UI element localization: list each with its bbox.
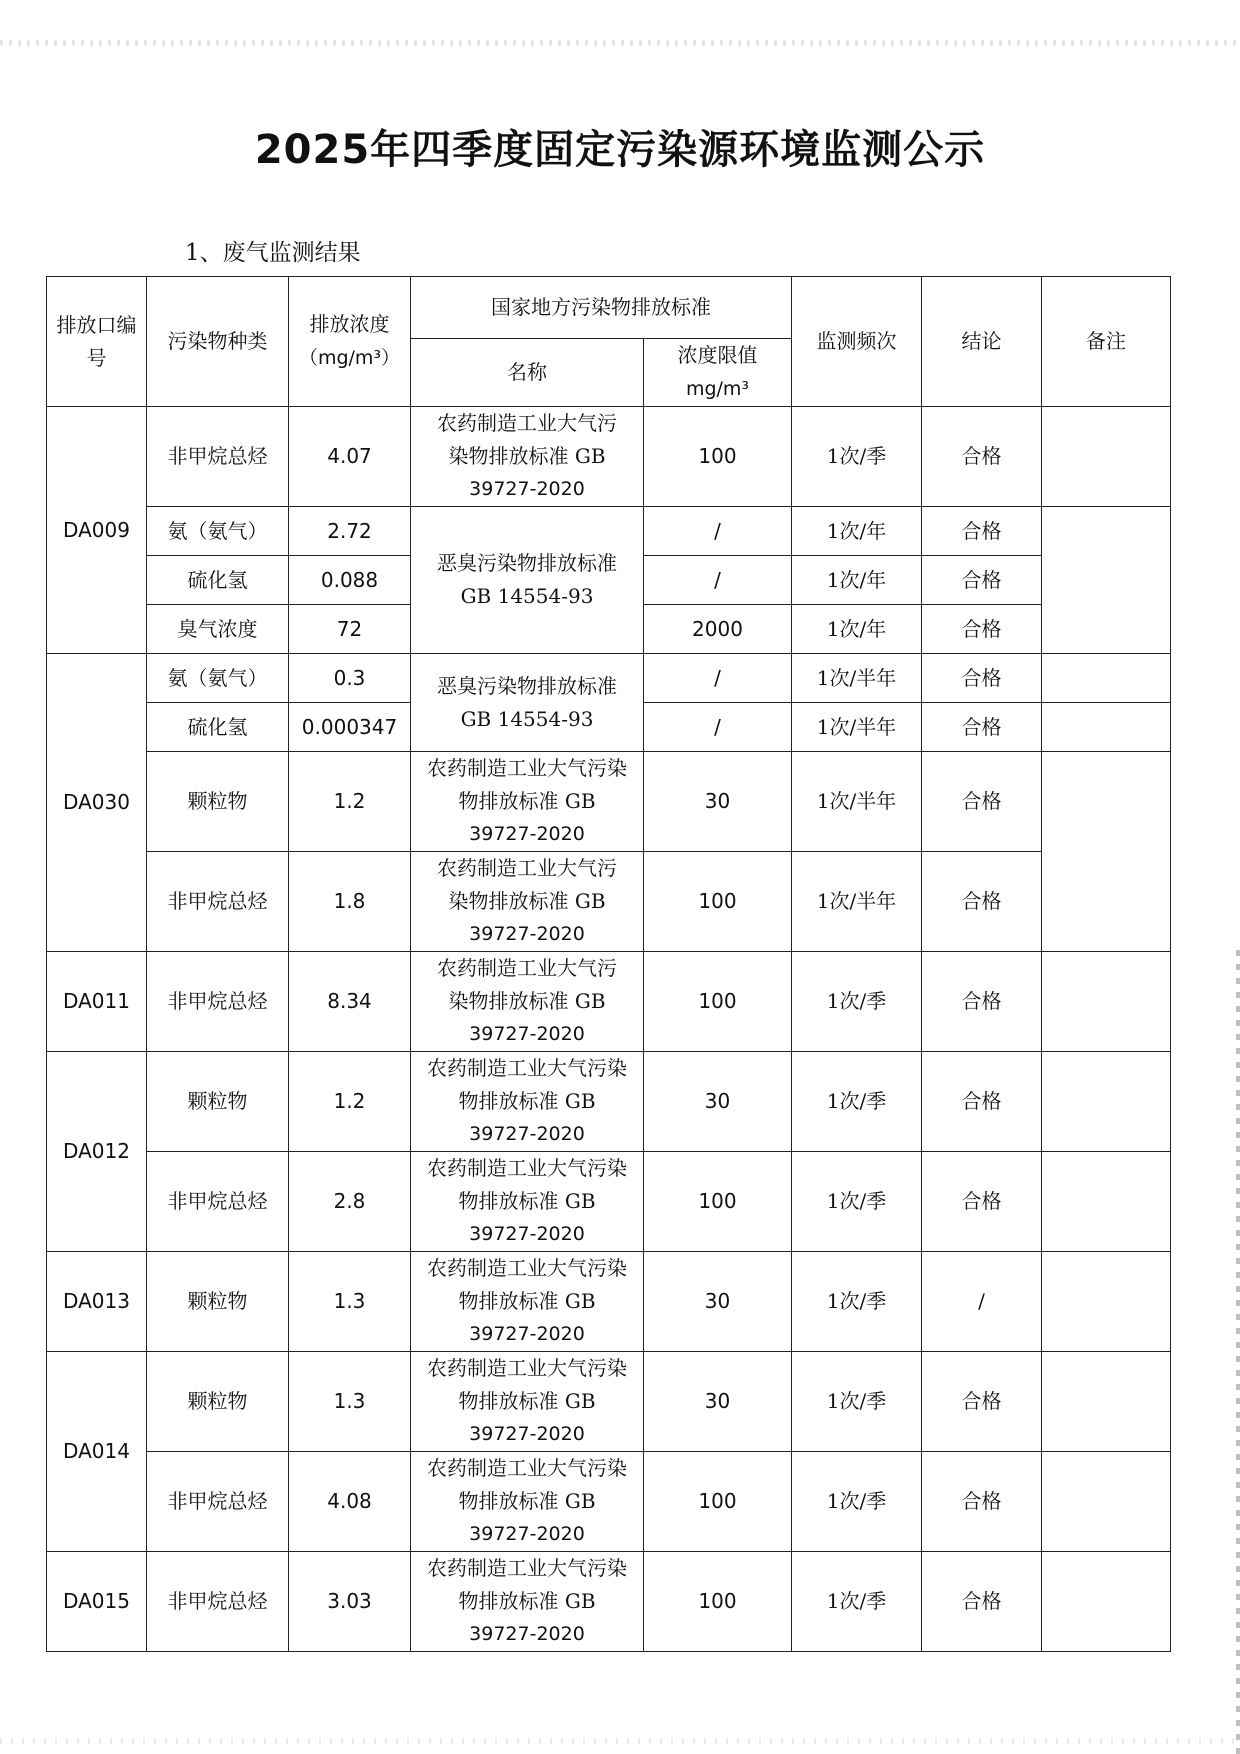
standard-line: 染物排放标准 GB: [448, 989, 606, 1013]
standard-name-cell: [411, 654, 644, 752]
pollutant-cell: 颗粒物: [147, 1052, 289, 1152]
standard-line: 39727-2020: [469, 1323, 585, 1345]
conclusion-cell: 合格: [922, 952, 1042, 1052]
frequency-cell: 1次/半年: [792, 703, 922, 752]
outlet-id: DA015: [47, 1552, 147, 1652]
header-limit-unit: mg/m³: [685, 378, 750, 400]
pollutant-cell: 非甲烷总烃: [147, 1152, 289, 1252]
header-concentration-unit: （mg/m³）: [298, 347, 401, 369]
standard-line: 恶臭污染物排放标准: [437, 551, 617, 575]
standard-line: 39727-2020: [469, 1623, 585, 1645]
standard-line: 染物排放标准 GB: [448, 889, 606, 913]
standard-name-cell: [411, 752, 644, 852]
concentration-cell: 4.08: [289, 1452, 411, 1552]
remark-cell: [1042, 1352, 1171, 1452]
remark-cell: [1042, 407, 1171, 507]
pollutant-cell: 非甲烷总烃: [147, 852, 289, 952]
standard-name-cell: [411, 952, 644, 1052]
frequency-cell: 1次/半年: [792, 654, 922, 703]
conclusion-cell: 合格: [922, 654, 1042, 703]
standard-line: GB 14554-93: [460, 706, 594, 731]
header-standard-name: 名称: [411, 339, 644, 407]
conclusion-cell: 合格: [922, 1352, 1042, 1452]
concentration-cell: 1.3: [289, 1252, 411, 1352]
header-limit: [644, 339, 792, 407]
conclusion-cell: 合格: [922, 605, 1042, 654]
standard-name-cell: [411, 1152, 644, 1252]
table-row: [47, 752, 1171, 852]
remark-cell: [1042, 1052, 1171, 1152]
frequency-cell: 1次/季: [792, 407, 922, 507]
frequency-cell: 1次/季: [792, 1252, 922, 1352]
limit-cell: 100: [644, 952, 792, 1052]
standard-line: 物排放标准 GB: [458, 1489, 596, 1513]
conclusion-cell: /: [922, 1252, 1042, 1352]
standard-name-cell: [411, 1552, 644, 1652]
limit-cell: /: [644, 703, 792, 752]
standard-line: 农药制造工业大气污: [437, 956, 617, 980]
standard-line: 物排放标准 GB: [458, 1389, 596, 1413]
table-row: [47, 507, 1171, 556]
pollutant-cell: 氨（氨气）: [147, 654, 289, 703]
outlet-id: DA009: [47, 407, 147, 654]
section-heading: 1、废气监测结果: [185, 240, 361, 266]
remark-cell: [1042, 1452, 1171, 1552]
outlet-id: DA011: [47, 952, 147, 1052]
conclusion-cell: 合格: [922, 852, 1042, 952]
pollutant-cell: 硫化氢: [147, 556, 289, 605]
outlet-id: DA030: [47, 654, 147, 952]
standard-line: 农药制造工业大气污染: [427, 756, 627, 780]
header-remark: 备注: [1042, 277, 1171, 407]
frequency-cell: 1次/季: [792, 1152, 922, 1252]
table-row: [47, 1352, 1171, 1452]
limit-cell: /: [644, 556, 792, 605]
remark-cell: [1042, 1152, 1171, 1252]
frequency-cell: 1次/年: [792, 605, 922, 654]
standard-line: 39727-2020: [469, 923, 585, 945]
concentration-cell: 0.088: [289, 556, 411, 605]
standard-line: 39727-2020: [469, 823, 585, 845]
emission-monitoring-table: [46, 276, 1171, 1652]
concentration-cell: 8.34: [289, 952, 411, 1052]
concentration-cell: 0.3: [289, 654, 411, 703]
header-frequency: 监测频次: [792, 277, 922, 407]
standard-line: 39727-2020: [469, 1423, 585, 1445]
standard-line: 农药制造工业大气污: [437, 411, 617, 435]
standard-line: 39727-2020: [469, 1523, 585, 1545]
conclusion-cell: 合格: [922, 556, 1042, 605]
header-limit-label: 浓度限值: [677, 343, 758, 367]
conclusion-cell: 合格: [922, 752, 1042, 852]
concentration-cell: 4.07: [289, 407, 411, 507]
standard-line: 农药制造工业大气污染: [427, 1456, 627, 1480]
outlet-id: DA014: [47, 1352, 147, 1552]
pollutant-cell: 颗粒物: [147, 1252, 289, 1352]
limit-cell: 30: [644, 752, 792, 852]
concentration-cell: 1.3: [289, 1352, 411, 1452]
standard-line: 39727-2020: [469, 1023, 585, 1045]
limit-cell: 100: [644, 1152, 792, 1252]
outlet-id: DA013: [47, 1252, 147, 1352]
frequency-cell: 1次/年: [792, 556, 922, 605]
standard-line: 农药制造工业大气污染: [427, 1056, 627, 1080]
remark-cell: [1042, 1252, 1171, 1352]
remark-cell: [1042, 654, 1171, 703]
concentration-cell: 0.000347: [289, 703, 411, 752]
pollutant-cell: 非甲烷总烃: [147, 952, 289, 1052]
concentration-cell: 3.03: [289, 1552, 411, 1652]
pollutant-cell: 硫化氢: [147, 703, 289, 752]
standard-line: 农药制造工业大气污染: [427, 1256, 627, 1280]
conclusion-cell: 合格: [922, 1152, 1042, 1252]
limit-cell: 2000: [644, 605, 792, 654]
limit-cell: 30: [644, 1252, 792, 1352]
conclusion-cell: 合格: [922, 1452, 1042, 1552]
header-concentration: [289, 277, 411, 407]
standard-line: 物排放标准 GB: [458, 1589, 596, 1613]
standard-line: 39727-2020: [469, 1123, 585, 1145]
limit-cell: 100: [644, 1552, 792, 1652]
header-conclusion: 结论: [922, 277, 1042, 407]
remark-cell: [1042, 703, 1171, 752]
standard-line: 恶臭污染物排放标准: [437, 673, 617, 698]
concentration-cell: 2.8: [289, 1152, 411, 1252]
frequency-cell: 1次/季: [792, 1052, 922, 1152]
standard-line: 物排放标准 GB: [458, 1189, 596, 1213]
concentration-cell: 72: [289, 605, 411, 654]
pollutant-cell: 颗粒物: [147, 752, 289, 852]
table-row: [47, 1452, 1171, 1552]
frequency-cell: 1次/年: [792, 507, 922, 556]
remark-cell: [1042, 507, 1171, 654]
standard-name-cell: [411, 1352, 644, 1452]
frequency-cell: 1次/季: [792, 1352, 922, 1452]
standard-line: 39727-2020: [469, 478, 585, 500]
standard-name-cell: [411, 1452, 644, 1552]
standard-line: 39727-2020: [469, 1223, 585, 1245]
table-row: [47, 1152, 1171, 1252]
pollutant-cell: 非甲烷总烃: [147, 1452, 289, 1552]
header-concentration-label: 排放浓度: [309, 312, 390, 336]
conclusion-cell: 合格: [922, 407, 1042, 507]
header-row: [47, 277, 1171, 339]
table-row: [47, 1052, 1171, 1152]
standard-name-cell: [411, 1052, 644, 1152]
standard-line: 物排放标准 GB: [458, 789, 596, 813]
table-row: [47, 407, 1171, 507]
limit-cell: 100: [644, 407, 792, 507]
standard-line: 物排放标准 GB: [458, 1289, 596, 1313]
table-row: [47, 852, 1171, 952]
limit-cell: 100: [644, 852, 792, 952]
frequency-cell: 1次/半年: [792, 852, 922, 952]
page-title: 2025年四季度固定污染源环境监测公示: [254, 127, 986, 173]
limit-cell: 30: [644, 1352, 792, 1452]
remark-cell: [1042, 1552, 1171, 1652]
limit-cell: 100: [644, 1452, 792, 1552]
frequency-cell: 1次/季: [792, 1552, 922, 1652]
remark-cell: [1042, 752, 1171, 952]
concentration-cell: 1.8: [289, 852, 411, 952]
limit-cell: 30: [644, 1052, 792, 1152]
pollutant-cell: 颗粒物: [147, 1352, 289, 1452]
table-row: [47, 1252, 1171, 1352]
standard-line: 农药制造工业大气污染: [427, 1556, 627, 1580]
standard-name-cell: [411, 1252, 644, 1352]
standard-name-cell: [411, 507, 644, 654]
conclusion-cell: 合格: [922, 507, 1042, 556]
remark-cell: [1042, 952, 1171, 1052]
pollutant-cell: 氨（氨气）: [147, 507, 289, 556]
standard-line: 农药制造工业大气污染: [427, 1356, 627, 1380]
outlet-id: DA012: [47, 1052, 147, 1252]
table-row: [47, 1552, 1171, 1652]
limit-cell: /: [644, 654, 792, 703]
conclusion-cell: 合格: [922, 1052, 1042, 1152]
standard-line: 农药制造工业大气污: [437, 856, 617, 880]
concentration-cell: 2.72: [289, 507, 411, 556]
concentration-cell: 1.2: [289, 1052, 411, 1152]
standard-line: 染物排放标准 GB: [448, 444, 606, 468]
table-row: [47, 654, 1171, 703]
header-outlet: 排放口编号: [47, 277, 147, 407]
limit-cell: /: [644, 507, 792, 556]
standard-line: 农药制造工业大气污染: [427, 1156, 627, 1180]
scan-artifact-edge: [1236, 950, 1240, 1754]
standard-line: GB 14554-93: [460, 584, 594, 608]
scan-artifact-bottom: [0, 1738, 1240, 1744]
scan-artifact-top: [0, 40, 1240, 46]
standard-name-cell: [411, 407, 644, 507]
frequency-cell: 1次/季: [792, 1452, 922, 1552]
standard-name-cell: [411, 852, 644, 952]
frequency-cell: 1次/半年: [792, 752, 922, 852]
header-pollutant: 污染物种类: [147, 277, 289, 407]
frequency-cell: 1次/季: [792, 952, 922, 1052]
concentration-cell: 1.2: [289, 752, 411, 852]
pollutant-cell: 非甲烷总烃: [147, 407, 289, 507]
pollutant-cell: 臭气浓度: [147, 605, 289, 654]
pollutant-cell: 非甲烷总烃: [147, 1552, 289, 1652]
conclusion-cell: 合格: [922, 1552, 1042, 1652]
standard-line: 物排放标准 GB: [458, 1089, 596, 1113]
conclusion-cell: 合格: [922, 703, 1042, 752]
table-row: [47, 952, 1171, 1052]
header-standard-group: 国家地方污染物排放标准: [411, 277, 792, 339]
